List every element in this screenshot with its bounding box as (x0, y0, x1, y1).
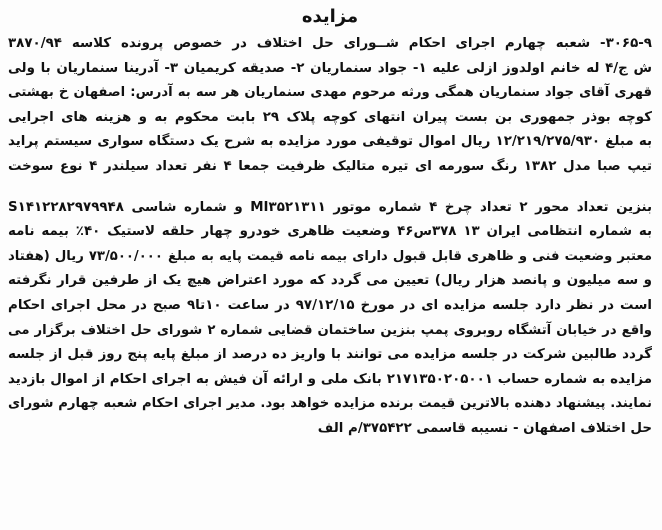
notice-title: مزایده (301, 6, 359, 27)
notice-paragraph-2 (8, 196, 652, 442)
notice-paragraph-1 (8, 32, 652, 180)
text-line: و سه میلیون و پانصد هزار ریال) تعیین می گردد که مورد اعتراض هیچ یک از طرفین قرار نگرفته (8, 273, 652, 289)
signature-line: حل اختلاف اصفهان - نسیبه قاسمی ۳۷۵۴۲۲/م الف (317, 420, 652, 436)
text-line: گردد طالبین شرکت در جلسه مزایده می توانند با واریز ده درصد از مبلغ پایه پنج روز قبل از جلسه (8, 347, 652, 363)
text-line: بنزین تعداد محور ۲ تعداد چرخ ۴ شماره موتور MI۳۵۲۱۳۱۱ و شماره شاسی S۱۴۱۲۲۸۲۹۷۹۹۴۸ (8, 199, 652, 215)
text-line: ش ج/۴ له خانم اولدوز ازلی علیه ۱- جواد سنماریان ۲- صدیقه کریمیان ۳- آدرینا سنماریان با ولی (8, 60, 652, 76)
text-line: است در نظر دارد جلسه مزایده ای در مورخ ۹۷/۱۲/۱۵ در ساعت ۱۰تا۹ صبح در محل اجرای احکام (8, 297, 652, 313)
text-line: قهری آقای جواد سنماریان همگی ورثه مرحوم مهدی سنماریان هر سه به آدرس: اصفهان خ بهشتی (8, 85, 652, 101)
text-line: کوچه بوذر جمهوری بن بست پیران انتهای کوچه پلاک ۲۹ بابت محکوم به و هزینه های اجرایی (8, 109, 652, 125)
text-line: تیپ صبا مدل ۱۳۸۲ رنگ سورمه ای تیره متالیک ظرفیت جمعا ۴ نفر تعداد سیلندر ۴ نوع سوخت (8, 158, 652, 174)
text-line: به شماره انتظامی ایران ۱۳ ۳۷۸س۴۶ وضعیت ظاهری خودرو چهار حلقه لاستیک ۴۰٪ بیمه نامه (8, 224, 652, 240)
text-line: مزایده به شماره حساب ۲۱۷۱۳۵۰۲۰۵۰۰۱ بانک ملی و ارائه آن فیش به اجرای احکام از اموال بازدید (8, 371, 652, 387)
text-line: ۳۰۶۵-۹- شعبه چهارم اجرای احکام شــورای حل اختلاف در خصوص پرونده کلاسه ۳۸۷۰/۹۴ (8, 36, 652, 51)
text-line: نمایند. پیشنهاد دهنده بالاترین قیمت برنده مزایده خواهد بود. مدیر اجرای احکام شعبه چهارم شورای (8, 396, 652, 412)
text-line: به مبلغ ۱۲/۲۱۹/۲۷۵/۹۳۰ ریال اموال توقیفی مورد مزایده به شرح یک دستگاه سواری سیستم پراید (8, 134, 652, 150)
text-line: معتبر وضعیت فنی و ظاهری قابل قبول دارای بیمه نامه قیمت پایه به مبلغ ۷۳/۵۰۰/۰۰۰ ریال (هفتاد (8, 248, 652, 264)
paragraph-gap (8, 180, 652, 196)
text-line: واقع در خیابان آتشگاه روبروی پمپ بنزین ساختمان قضایی شماره ۲ شورای حل اختلاف برگزار می (8, 322, 652, 338)
